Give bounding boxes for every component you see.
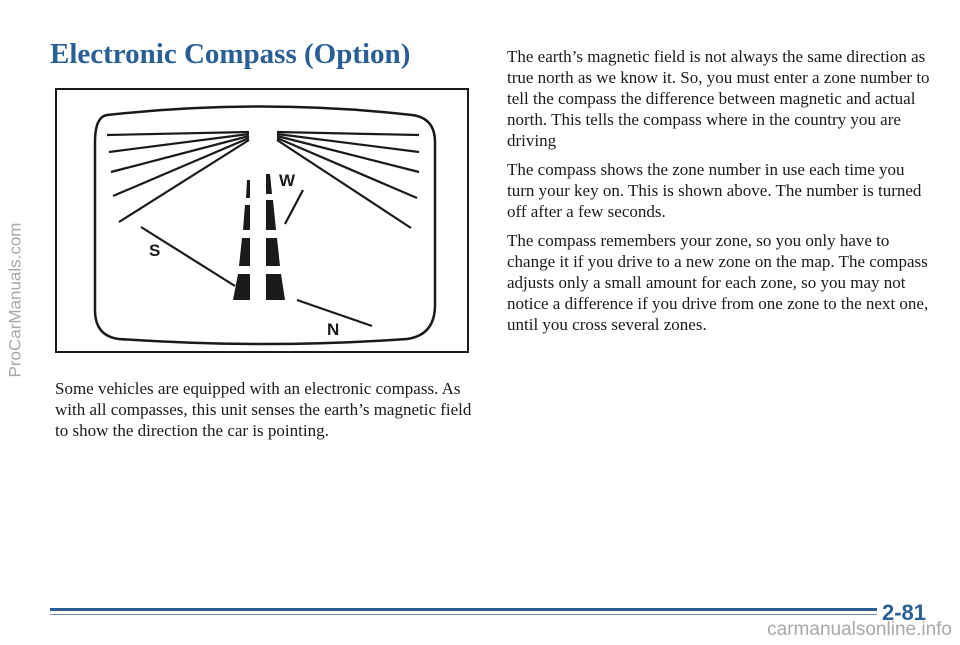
left-road-lines bbox=[107, 132, 249, 222]
label-s: S bbox=[149, 241, 161, 260]
footer-rule-thin bbox=[50, 614, 877, 615]
label-w: W bbox=[279, 171, 296, 190]
right-road-lines bbox=[277, 132, 419, 228]
display-frame bbox=[95, 107, 435, 345]
page-number: 2-81 bbox=[882, 600, 927, 625]
page-title: Electronic Compass (Option) bbox=[50, 38, 411, 70]
paragraph-zone-display: The compass shows the zone number in use each time you turn your key on. This is shown above. The number is turned off after a few seconds. bbox=[507, 160, 922, 221]
w-pointer-line bbox=[285, 190, 303, 224]
compass-illustration bbox=[57, 90, 467, 351]
paragraph-magnetic-field: The earth’s magnetic field is not always the same direction as true north as we know it. So, you must enter a zone number to tell the compass the difference between magnetic and actual north. This tells the compass where in the country you are driving bbox=[507, 47, 930, 150]
watermark-left bbox=[2, 120, 28, 480]
watermark-left-text: ProCarManuals.com bbox=[5, 222, 25, 378]
right-road-segments bbox=[266, 174, 285, 300]
right-column bbox=[507, 46, 932, 343]
left-road-segments bbox=[233, 180, 250, 300]
compass-intro-text: Some vehicles are equipped with an electronic compass. As with all compasses, this unit senses the earth’s magnetic field to show the direction the car is pointing. bbox=[55, 379, 472, 440]
compass-figure bbox=[55, 88, 469, 353]
label-n: N bbox=[327, 320, 340, 339]
paragraph-zone-memory: The compass remembers your zone, so you only have to change it if you drive to a new zone on the map. The compass adjusts only a small amount for each zone, so you may not notice a difference if you drive from one zone to the next one, until you cross several zones. bbox=[507, 231, 929, 334]
footer-rule bbox=[50, 608, 877, 611]
watermark-bottom: carmanualsonline.info bbox=[767, 619, 952, 640]
